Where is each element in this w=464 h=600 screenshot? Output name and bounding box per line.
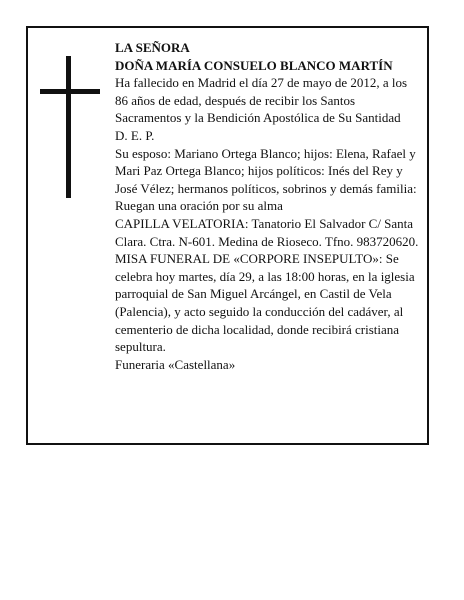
wake-paragraph: CAPILLA VELATORIA: Tanatorio El Salvador C/ Santa Clara. Ctra. N-601. Medina de Rioseco. Tfno. 983720620. — [115, 215, 419, 249]
notice-title: LA SEÑORA — [115, 40, 190, 55]
obituary-text — [115, 39, 423, 373]
deceased-name: DOÑA MARÍA CONSUELO BLANCO MARTÍN — [115, 57, 393, 73]
cross-vertical-bar — [66, 56, 71, 198]
dep-line: D. E. P. — [115, 127, 155, 143]
cross-horizontal-bar — [40, 89, 100, 94]
cross-icon — [40, 56, 100, 198]
funeral-home: Funeraria «Castellana» — [115, 356, 236, 372]
prayer-line: Ruegan una oración por su alma — [115, 198, 283, 214]
obituary-notice — [26, 26, 429, 445]
mass-paragraph: MISA FUNERAL DE «CORPORE INSEPULTO»: Se celebra hoy martes, día 29, a las 18:00 horas, en la iglesia parroquial de San Miguel Arcángel, en Castil de Vela (Palencia), y acto seguido la conducción del cadáver, al cementerio de dicha localidad, donde recibirá cristiana sepultura. — [115, 251, 415, 355]
family-paragraph: Su esposo: Mariano Ortega Blanco; hijos: Elena, Rafael y Mari Paz Ortega Blanco; hijos políticos: Inés del Rey y José Vélez; hermanos políticos, sobrinos y demás familia: — [115, 145, 417, 196]
passing-paragraph: Ha fallecido en Madrid el día 27 de mayo de 2012, a los 86 años de edad, después de recibir los Santos Sacramentos y la Bendición Apostólica de Su Santidad — [115, 75, 408, 126]
